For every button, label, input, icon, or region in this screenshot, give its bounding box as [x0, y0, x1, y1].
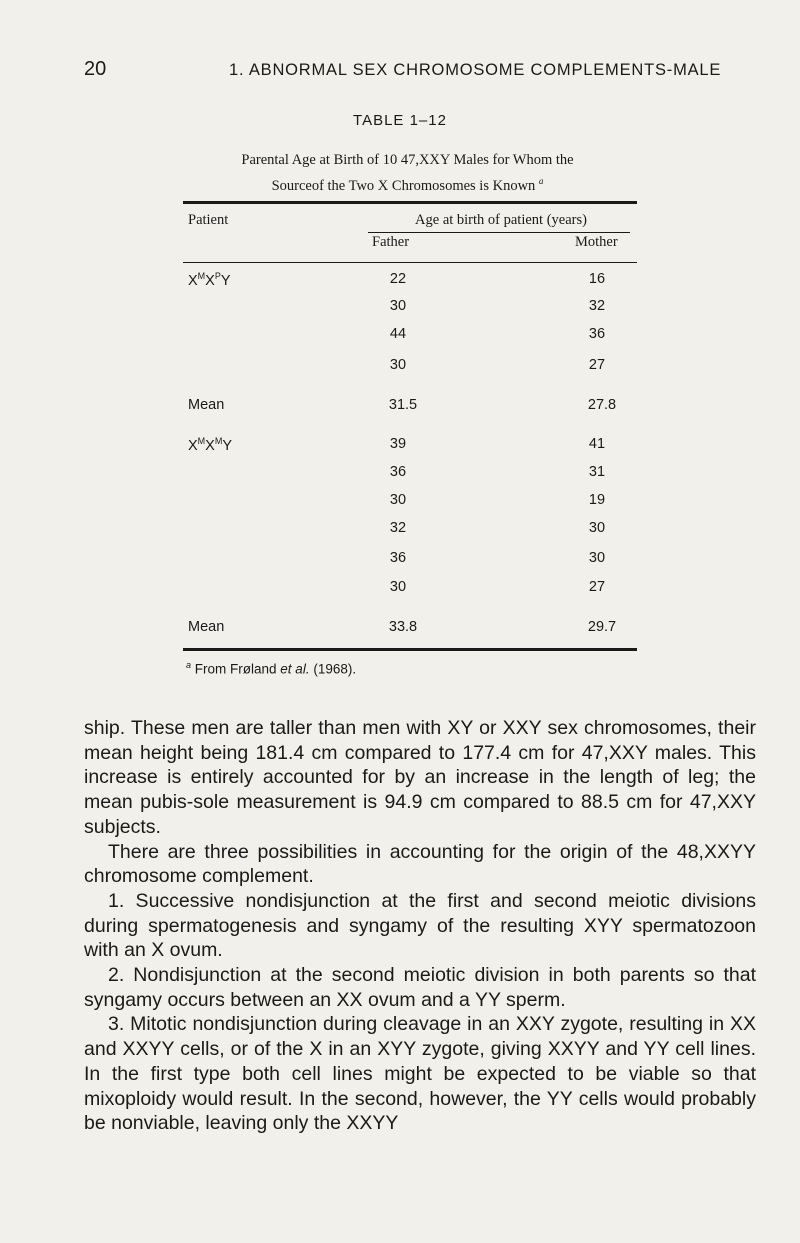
table-header-rule — [183, 262, 637, 263]
caption-line-2: Sourceof the Two X Chromosomes is Known $^a$ — [271, 176, 544, 194]
column-header-father: Father — [372, 234, 410, 250]
paragraph: 1. Successive nondisjunction at the first and second meiotic divisions during spermatogenesis and syngamy of the resulting XYY spermatozoon with an X ovum. — [84, 889, 756, 962]
table-top-rule — [183, 201, 637, 204]
father-age: 30 — [389, 357, 407, 373]
mother-mean: 29.7 — [587, 619, 617, 635]
page-number: 20 — [84, 58, 107, 80]
mother-age: 31 — [588, 464, 606, 480]
mother-age: 36 — [588, 326, 606, 342]
column-header-patient: Patient — [188, 212, 229, 228]
table-label: TABLE 1–12 — [353, 112, 447, 129]
mother-age: 27 — [588, 357, 606, 373]
mother-age: 30 — [588, 520, 606, 536]
father-age: 36 — [389, 464, 407, 480]
father-age: 22 — [389, 271, 407, 287]
father-mean: 31.5 — [388, 397, 418, 413]
column-header-mother: Mother — [575, 234, 618, 250]
table-bottom-rule — [183, 648, 637, 651]
mother-age: 32 — [588, 298, 606, 314]
father-age: 30 — [389, 298, 407, 314]
patient-group-label: $X^MX^PY$ — [188, 271, 231, 289]
father-age: 39 — [389, 436, 407, 452]
table-footnote: $^a$ From Frøland et al. (1968). — [186, 660, 357, 677]
father-age: 32 — [389, 520, 407, 536]
father-age: 36 — [389, 550, 407, 566]
mean-label: Mean — [188, 619, 225, 635]
caption-line-1: Parental Age at Birth of 10 47,XXY Males for Whom the — [241, 152, 574, 168]
body-text — [84, 716, 756, 1136]
column-group-rule — [368, 232, 630, 233]
paragraph: 3. Mitotic nondisjunction during cleavage in an XXY zygote, resulting in XX and XXYY cells, or of the X in an XYY zygote, giving XXYY and YY cell lines. In the first type both cell lines might be expected to be viable so that mixoploidy would result. In the second, however, the YY cells would probably be nonviable, leaving only the XXYY — [84, 1013, 756, 1135]
running-head: 1. ABNORMAL SEX CHROMOSOME COMPLEMENTS-MALE — [229, 61, 722, 79]
mother-age: 16 — [588, 271, 606, 287]
father-age: 44 — [389, 326, 407, 342]
table-caption — [0, 150, 800, 197]
paragraph: 2. Nondisjunction at the second meiotic division in both parents so that syngamy occurs between an XX ovum and a YY sperm. — [84, 964, 756, 1011]
mean-label: Mean — [188, 397, 225, 413]
father-age: 30 — [389, 492, 407, 508]
paragraph: ship. These men are taller than men with XY or XXY sex chromosomes, their mean height being 181.4 cm compared to 177.4 cm for 47,XXY males. This increase is entirely accounted for by an increase in the length of leg; the mean pubis-sole measurement is 94.9 cm compared to 88.5 cm for 47,XXY subjects. — [84, 717, 756, 838]
mother-age: 41 — [588, 436, 606, 452]
mother-mean: 27.8 — [587, 397, 617, 413]
mother-age: 30 — [588, 550, 606, 566]
column-group-header: Age at birth of patient (years) — [415, 212, 587, 228]
mother-age: 19 — [588, 492, 606, 508]
patient-group-label: $X^MX^MY$ — [188, 436, 233, 454]
paragraph: There are three possibilities in accounting for the origin of the 48,XXYY chromosome complement. — [84, 840, 756, 888]
father-age: 30 — [389, 579, 407, 595]
father-mean: 33.8 — [388, 619, 418, 635]
mother-age: 27 — [588, 579, 606, 595]
